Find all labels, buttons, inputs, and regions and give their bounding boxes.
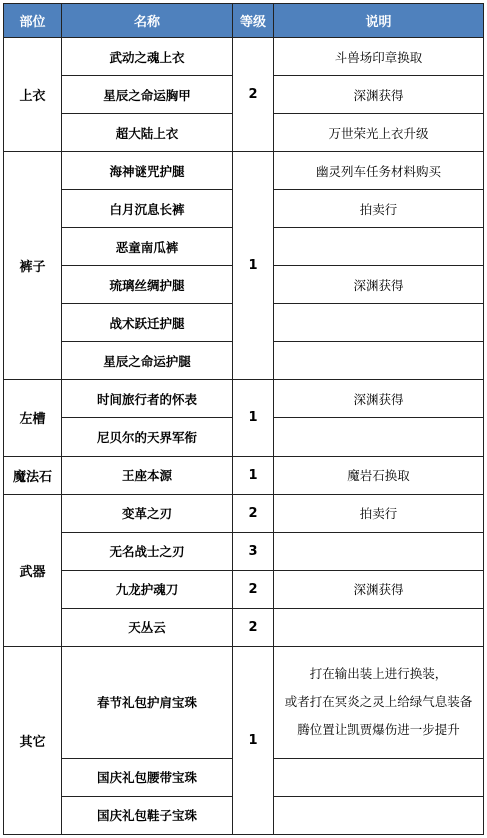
- note-cell: [274, 608, 484, 646]
- item-name: 九龙护魂刀: [62, 570, 233, 608]
- note-cell: 拍卖行: [274, 190, 484, 228]
- note-cell: 深渊获得: [274, 380, 484, 418]
- item-name: 国庆礼包鞋子宝珠: [62, 796, 233, 834]
- table-row: [4, 456, 484, 494]
- note-cell: [274, 532, 484, 570]
- item-name: 王座本源: [62, 456, 233, 494]
- table-row: [4, 38, 484, 76]
- item-name: 无名战士之刃: [62, 532, 233, 570]
- header-part: 部位: [4, 4, 62, 38]
- note-cell: 幽灵列车任务材料购买: [274, 152, 484, 190]
- item-name: 超大陆上衣: [62, 114, 233, 152]
- level-cell: 2: [233, 38, 274, 152]
- item-name: 变革之刃: [62, 494, 233, 532]
- table-row: [4, 532, 484, 570]
- level-cell: 1: [233, 456, 274, 494]
- note-cell: 万世荣光上衣升级: [274, 114, 484, 152]
- level-cell: 1: [233, 152, 274, 380]
- part-cell: 左槽: [4, 380, 62, 456]
- note-line: 或者打在冥炎之灵上给绿气息装备: [284, 694, 473, 710]
- item-name: 海神谜咒护腿: [62, 152, 233, 190]
- note-cell: 斗兽场印章换取: [274, 38, 484, 76]
- header-note: 说明: [274, 4, 484, 38]
- note-cell: 魔岩石换取: [274, 456, 484, 494]
- item-name: 琉璃丝绸护腿: [62, 266, 233, 304]
- table-row: [4, 494, 484, 532]
- level-cell: 1: [233, 380, 274, 456]
- equipment-table: [3, 3, 484, 835]
- note-line: 打在输出装上进行换装，: [309, 666, 448, 682]
- note-cell: [274, 228, 484, 266]
- level-cell: 1: [233, 646, 274, 834]
- item-name: 国庆礼包腰带宝珠: [62, 758, 233, 796]
- item-name: 恶童南瓜裤: [62, 228, 233, 266]
- header-row: [4, 4, 484, 38]
- note-cell: [274, 342, 484, 380]
- level-cell: 2: [233, 608, 274, 646]
- note-cell: 深渊获得: [274, 570, 484, 608]
- header-level: 等级: [233, 4, 274, 38]
- note-cell: 深渊获得: [274, 76, 484, 114]
- note-cell: [274, 758, 484, 796]
- part-cell: 武器: [4, 494, 62, 646]
- table-row: [4, 152, 484, 190]
- header-name: 名称: [62, 4, 233, 38]
- note-cell: 拍卖行: [274, 494, 484, 532]
- part-cell: 裤子: [4, 152, 62, 380]
- part-cell: 其它: [4, 646, 62, 834]
- part-cell: 上衣: [4, 38, 62, 152]
- table-row: [4, 380, 484, 418]
- part-cell: 魔法石: [4, 456, 62, 494]
- item-name: 天丛云: [62, 608, 233, 646]
- note-cell: [274, 304, 484, 342]
- note-cell-multiline: [274, 646, 484, 758]
- table-row: [4, 608, 484, 646]
- note-cell: [274, 796, 484, 834]
- table-row: [4, 646, 484, 758]
- item-name: 白月沉息长裤: [62, 190, 233, 228]
- level-cell: 2: [233, 494, 274, 532]
- note-line: 腾位置让凯贾爆伤进一步提升: [297, 722, 460, 738]
- item-name: 尼贝尔的天界军衔: [62, 418, 233, 456]
- item-name: 星辰之命运护腿: [62, 342, 233, 380]
- level-cell: 2: [233, 570, 274, 608]
- note-cell: [274, 418, 484, 456]
- table-row: [4, 570, 484, 608]
- note-cell: 深渊获得: [274, 266, 484, 304]
- item-name: 星辰之命运胸甲: [62, 76, 233, 114]
- item-name: 武动之魂上衣: [62, 38, 233, 76]
- item-name: 时间旅行者的怀表: [62, 380, 233, 418]
- level-cell: 3: [233, 532, 274, 570]
- item-name: 春节礼包护肩宝珠: [62, 646, 233, 758]
- item-name: 战术跃迁护腿: [62, 304, 233, 342]
